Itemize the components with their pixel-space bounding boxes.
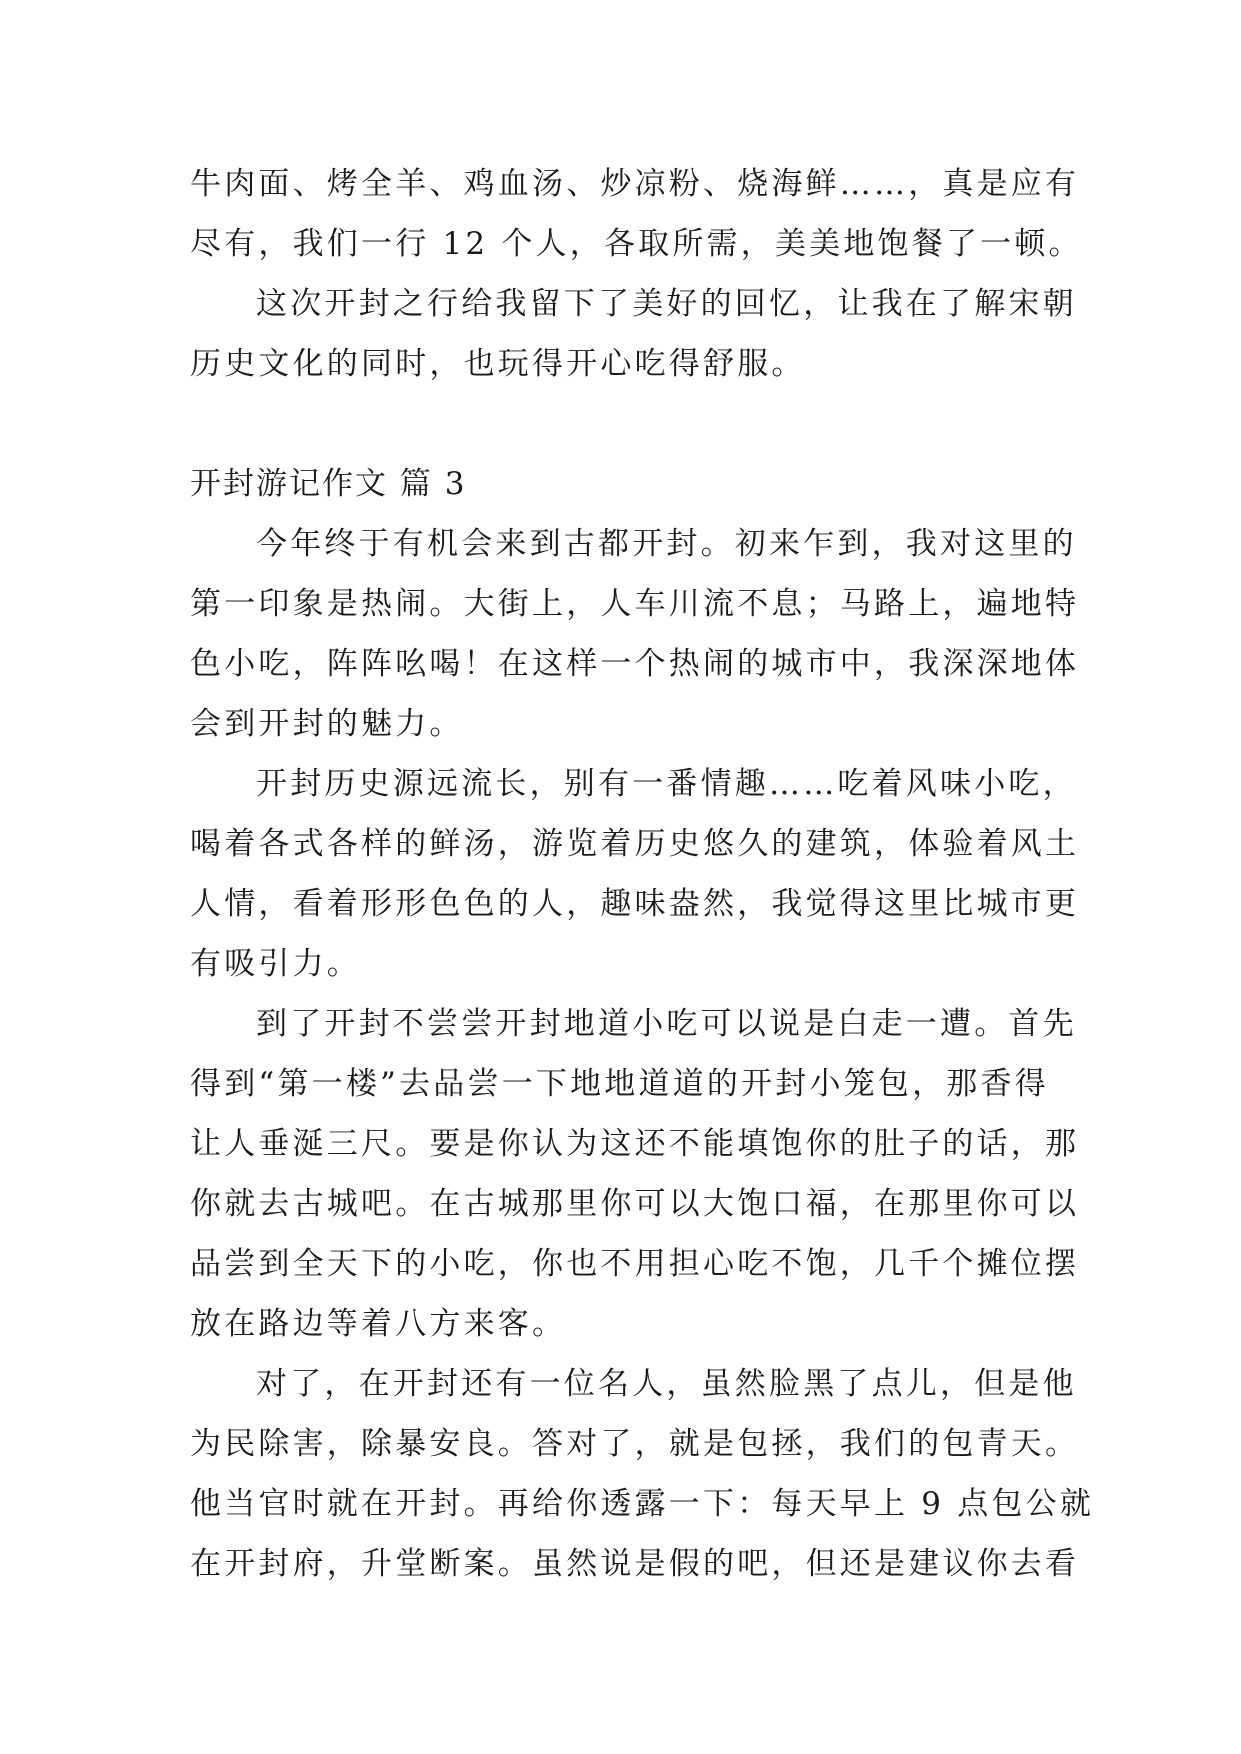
- text-line: 让人垂涎三尺。要是你认为这还不能填饱你的肚子的话，那: [190, 1126, 1080, 1162]
- text-line: 放在路边等着八方来客。: [190, 1306, 567, 1342]
- text-line: 品尝到全天下的小吃，你也不用担心吃不饱，几千个摊位摆: [190, 1246, 1080, 1282]
- text-line: 牛肉面、烤全羊、鸡血汤、炒凉粉、烧海鲜……，真是应有: [190, 166, 1080, 202]
- text-line: 有吸引力。: [190, 946, 361, 982]
- text-line: 喝着各式各样的鲜汤，游览着历史悠久的建筑，体验着风土: [190, 826, 1080, 862]
- text-line: 人情，看着形形色色的人，趣味盎然，我觉得这里比城市更: [190, 886, 1080, 922]
- text-line: 为民除害，除暴安良。答对了，就是包拯，我们的包青天。: [190, 1426, 1080, 1462]
- paragraph-start-line: 这次开封之行给我留下了美好的回忆，让我在了解宋朝: [256, 286, 1077, 322]
- text-line: 在开封府，升堂断案。虽然说是假的吧，但还是建议你去看: [190, 1546, 1080, 1582]
- text-line: 他当官时就在开封。再给你透露一下：每天早上 9 点包公就: [190, 1486, 1095, 1522]
- paragraph-start-line: 今年终于有机会来到古都开封。初来乍到，我对这里的: [256, 526, 1077, 562]
- paragraph-start-line: 对了，在开封还有一位名人，虽然脸黑了点儿，但是他: [256, 1366, 1077, 1402]
- section-heading: 开封游记作文 篇 3: [190, 466, 467, 502]
- text-line: 历史文化的同时，也玩得开心吃得舒服。: [190, 346, 806, 382]
- text-line: 你就去古城吧。在古城那里你可以大饱口福，在那里你可以: [190, 1186, 1080, 1222]
- paragraph-start-line: 开封历史源远流长，别有一番情趣……吃着风味小吃，: [256, 766, 1077, 802]
- text-line: 第一印象是热闹。大街上，人车川流不息；马路上，遍地特: [190, 586, 1080, 622]
- text-line: 得到“第一楼”去品尝一下地地道道的开封小笼包，那香得: [190, 1066, 1049, 1102]
- text-line: 尽有，我们一行 12 个人，各取所需，美美地饱餐了一顿。: [190, 226, 1083, 262]
- text-line: 色小吃，阵阵吆喝！在这样一个热闹的城市中，我深深地体: [190, 646, 1080, 682]
- text-line: 会到开封的魅力。: [190, 706, 464, 742]
- paragraph-start-line: 到了开封不尝尝开封地道小吃可以说是白走一遭。首先: [256, 1006, 1077, 1042]
